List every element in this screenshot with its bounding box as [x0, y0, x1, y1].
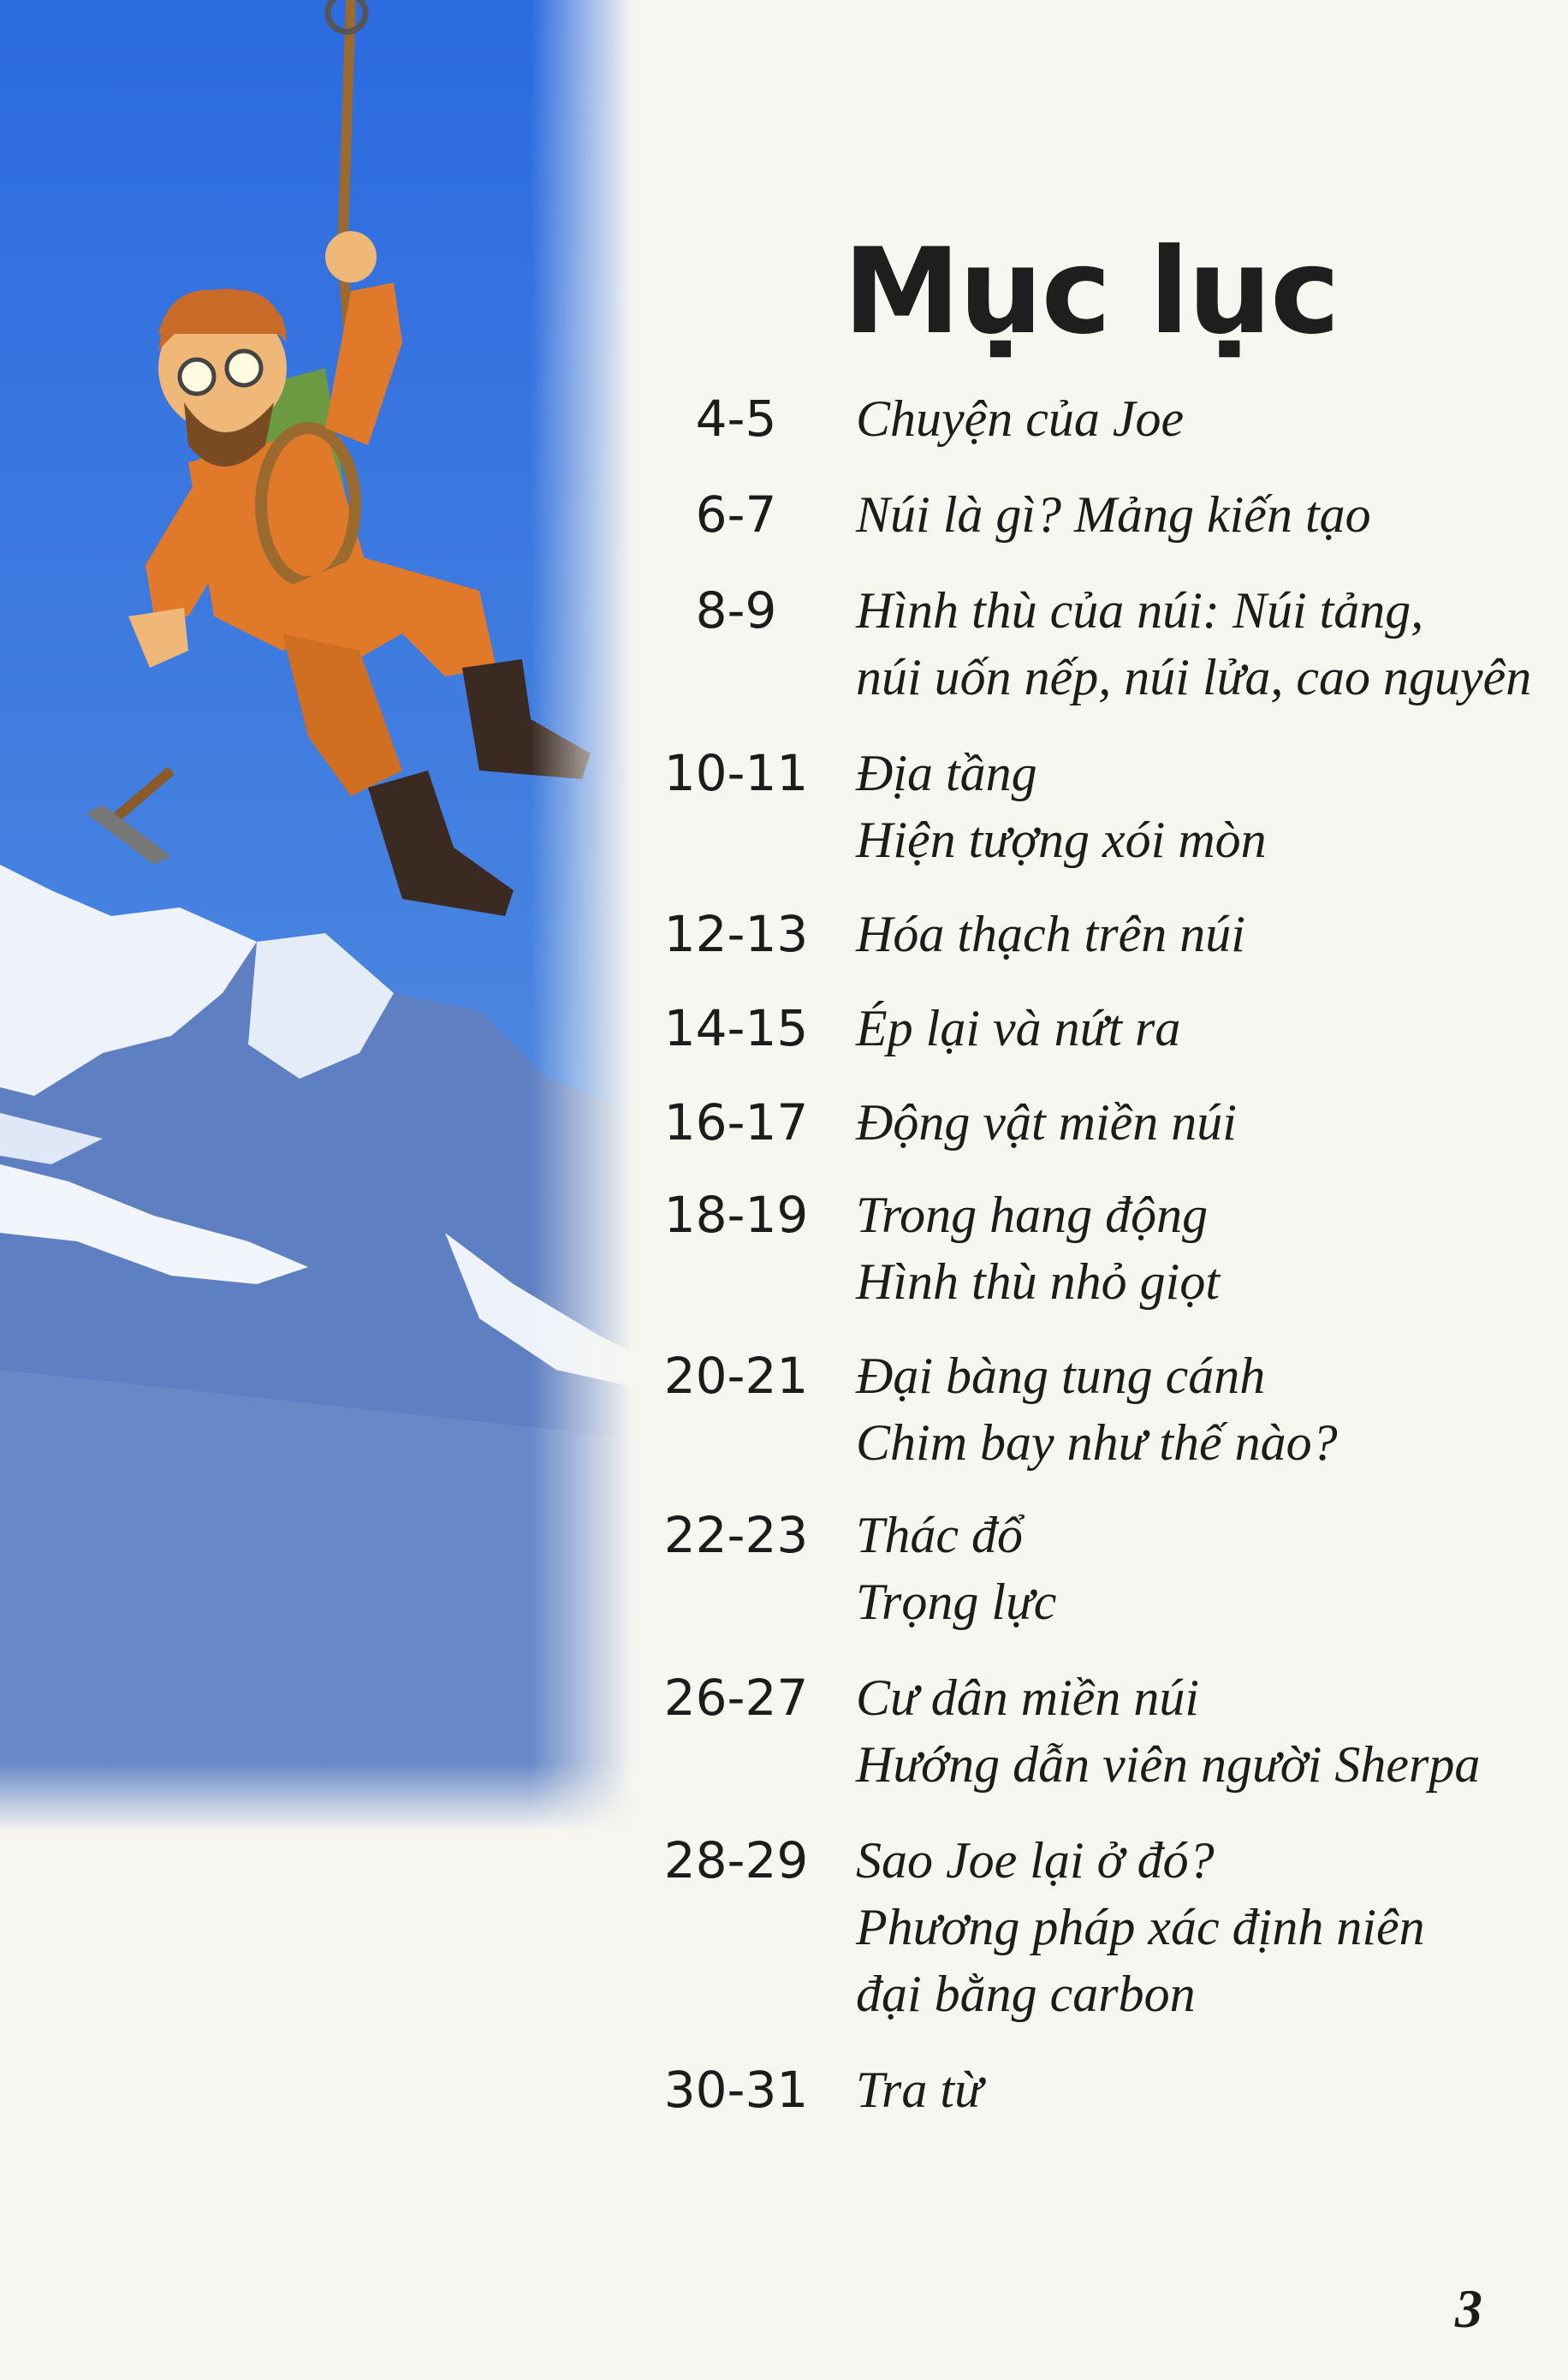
- toc-entry-text: [856, 1827, 1541, 2027]
- toc-page-range: 10-11: [663, 744, 809, 802]
- toc-page-range: 20-21: [663, 1347, 809, 1405]
- toc-page-range: 18-19: [663, 1186, 809, 1244]
- toc-page-range: 12-13: [663, 905, 809, 963]
- climber-illustration: [0, 0, 633, 1832]
- toc-entry-text: [856, 1502, 1541, 1635]
- toc-entry-text: [856, 2056, 1541, 2123]
- toc-line: Địa tầng: [856, 745, 1037, 801]
- toc-page-range: 28-29: [663, 1831, 809, 1889]
- toc-line: Động vật miền núi: [856, 1094, 1237, 1151]
- toc-line: Chim bay như thế nào?: [856, 1414, 1338, 1471]
- toc-entry-text: [856, 1181, 1541, 1315]
- toc-page-range: 6-7: [695, 485, 777, 544]
- toc-line: Núi là gì? Mảng kiến tạo: [856, 486, 1371, 543]
- toc-line: Hiện tượng xói mòn: [856, 812, 1267, 868]
- toc-page-range: 16-17: [663, 1093, 809, 1151]
- toc-line: Hướng dẫn viên người Sherpa: [856, 1736, 1481, 1793]
- toc-page-range: 26-27: [663, 1669, 809, 1727]
- toc-page-range: 14-15: [663, 999, 809, 1057]
- toc-entry-text: [856, 995, 1541, 1062]
- page-number: 3: [1455, 2278, 1482, 2339]
- toc-entry-text: [856, 385, 1541, 452]
- toc-page-range: 22-23: [663, 1506, 809, 1564]
- toc-page-range: 4-5: [695, 390, 777, 448]
- toc-line: Trọng lực: [856, 1574, 1057, 1630]
- toc-line: đại bằng carbon: [856, 1966, 1196, 2022]
- toc-line: Cư dân miền núi: [856, 1669, 1200, 1726]
- toc-entry-text: [856, 1342, 1541, 1476]
- toc-line: Hình thù của núi: Núi tảng,: [856, 582, 1424, 639]
- toc-entry-text: [856, 740, 1541, 873]
- toc-line: Thác đổ: [856, 1507, 1023, 1563]
- toc-line: Đại bàng tung cánh: [856, 1348, 1266, 1404]
- toc-line: Trong hang động: [856, 1187, 1209, 1243]
- toc-entry-text: [856, 481, 1541, 548]
- toc-line: Sao Joe lại ở đó?: [856, 1832, 1215, 1889]
- toc-page-range: 8-9: [695, 581, 777, 640]
- toc-line: Hình thù nhỏ giọt: [856, 1253, 1221, 1310]
- toc-line: Chuyện của Joe: [856, 390, 1185, 447]
- toc-line: Hóa thạch trên núi: [856, 906, 1245, 962]
- toc-entry-text: [856, 1664, 1541, 1798]
- page-title: Mục lục: [843, 223, 1339, 361]
- toc-entry-text: [856, 577, 1541, 711]
- toc-line: Tra từ: [856, 2062, 983, 2118]
- toc-entry-text: [856, 1089, 1541, 1156]
- toc-line: Ép lại và nứt ra: [856, 1000, 1181, 1056]
- toc-line: Phương pháp xác định niên: [856, 1899, 1425, 1955]
- toc-line: núi uốn nếp, núi lửa, cao nguyên: [856, 649, 1532, 705]
- toc-entry-text: [856, 901, 1541, 967]
- toc-page-range: 30-31: [663, 2061, 809, 2119]
